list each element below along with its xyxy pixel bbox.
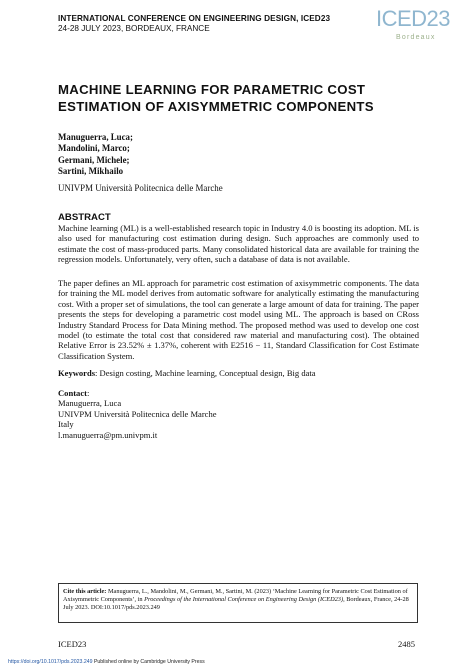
- abstract-paragraph-2: The paper defines an ML approach for parametric cost estimation of axisymmetric components. The data for training the ML model derives from automatic software for analytically estimating the manufacturing cost. With a proper set of simulations, the tool can generate a large amount of data for training. The paper presents the steps for developing a parametric cost model using ML. The approach is based on CRoss Industry Standard Process for Data Mining method. The proposed method was used to develop one cost model (to estimate the total cost that considered raw material and manufacturing cost). The obtained Relative Error is 23.52% ± 1.37%, coherent with E2516 − 11, Standard Classification for Cost Estimate Classification System.: [58, 278, 419, 361]
- paper-title: [58, 82, 388, 115]
- keywords-text: : Design costing, Machine learning, Conceptual design, Big data: [95, 368, 316, 378]
- iced23-logo: [368, 6, 451, 46]
- author-name: Sartini, Mikhailo: [58, 166, 124, 177]
- paper-title-line2: ESTIMATION OF AXISYMMETRIC COMPONENTS: [58, 98, 374, 114]
- contact-affiliation: UNIVPM Università Politecnica delle Marche: [58, 408, 217, 419]
- contact-email[interactable]: l.manuguerra@pm.univpm.it: [58, 429, 158, 440]
- keywords-label: Keywords: [58, 368, 96, 378]
- doi-link[interactable]: https://doi.org/10.1017/pds.2023.249: [8, 659, 93, 665]
- page-number: 2485: [398, 639, 415, 649]
- citation-part1: Manuguerra, L., Mandolini, M., Germani, M., Sartini, M. (2023) ‘Machine Learning for Parametric Cost Estimation of Axisymmetric Components’, in: [63, 588, 408, 603]
- logo-sub-text: Bordeaux: [396, 34, 436, 41]
- keywords: [58, 368, 419, 378]
- author-list: [58, 132, 133, 178]
- published-note: Published online by Cambridge University Press: [92, 659, 205, 665]
- contact-colon: :: [86, 388, 90, 398]
- contact-name: Manuguerra, Luca: [58, 398, 122, 409]
- citation-part2: , Bordeaux, France, 24-28 July 2023. DOI:10.1017/pds.2023.249: [63, 596, 409, 611]
- footer-conference: ICED23: [58, 639, 87, 649]
- contact-country: Italy: [58, 419, 74, 430]
- citation-proceedings: Proceedings of the International Conference on Engineering Design (ICED23): [144, 596, 344, 603]
- abstract-heading: ABSTRACT: [58, 212, 111, 223]
- citation-text: [63, 588, 413, 612]
- paper-title-line1: MACHINE LEARNING FOR PARAMETRIC COST: [58, 82, 366, 97]
- contact-block: [58, 388, 217, 440]
- citation-label: Cite this article:: [63, 588, 107, 595]
- conference-title: INTERNATIONAL CONFERENCE ON ENGINEERING DESIGN, ICED23: [58, 14, 331, 23]
- citation-box: [58, 583, 418, 623]
- abstract-paragraph-1: Machine learning (ML) is a well-established research topic in Industry 4.0 is boosting its adoption. ML is also used for manufacturing cost estimation during design. Such approaches are commonly used to estimate the cost of mass-produced parts. Many consolidated historical data are available for training the regression models. Unfortunately, very often, such a database of data is not available.: [58, 223, 419, 265]
- publication-footer: [8, 659, 205, 665]
- conference-dates: 24-28 JULY 2023, BORDEAUX, FRANCE: [58, 24, 210, 33]
- contact-label: Contact: [58, 388, 87, 398]
- logo-main-text: ICED23: [376, 6, 451, 31]
- author-name: Manuguerra, Luca;: [58, 132, 133, 142]
- affiliation: UNIVPM Università Politecnica delle Marche: [58, 183, 223, 193]
- author-name: Germani, Michele;: [58, 154, 130, 165]
- author-name: Mandolini, Marco;: [58, 143, 130, 154]
